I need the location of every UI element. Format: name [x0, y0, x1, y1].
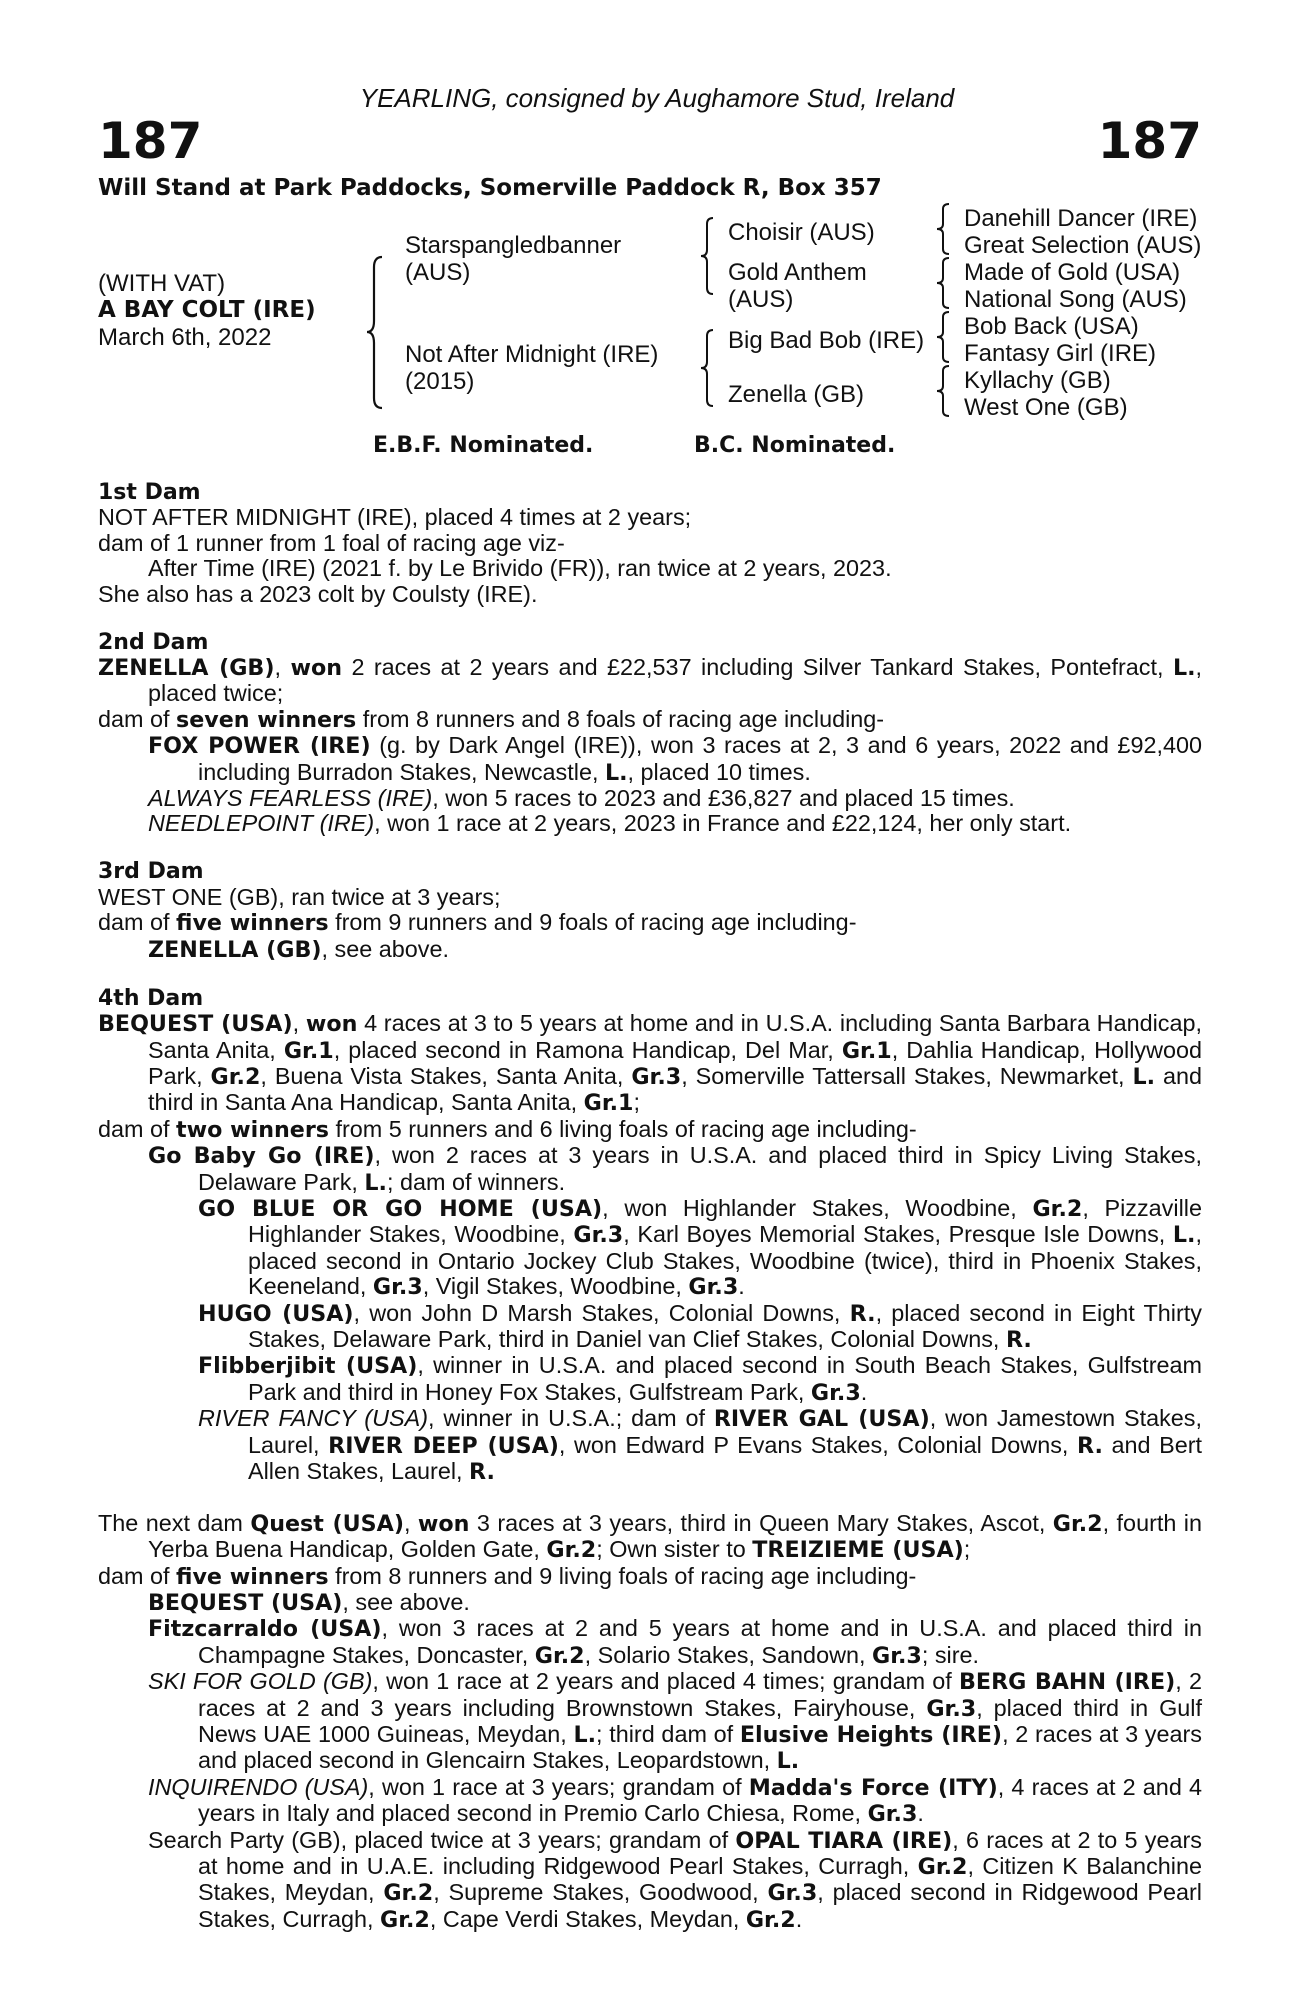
sire-country: (AUS): [405, 259, 471, 286]
great-grandparent-1: Danehill Dancer (IRE): [964, 205, 1198, 232]
record-paragraph: WEST ONE (GB), ran twice at 3 years;: [98, 883, 501, 910]
section-heading: 2nd Dam: [98, 629, 209, 655]
consignment-header: YEARLING, consigned by Aughamore Stud, Ireland: [359, 83, 955, 113]
record-paragraph: NOT AFTER MIDNIGHT (IRE), placed 4 times at 2 years;: [98, 504, 692, 531]
bc-nomination: B.C. Nominated.: [694, 433, 896, 458]
record-paragraph: dam of seven winners from 8 runners and 8 foals of racing age including-: [98, 705, 885, 733]
great-grandparent-3: Made of Gold (USA): [964, 259, 1181, 286]
record-paragraph: dam of five winners from 9 runners and 9 foals of racing age including-: [98, 909, 857, 937]
record-paragraph: ALWAYS FEARLESS (IRE), won 5 races to 2023 and £36,827 and placed 15 times.: [148, 785, 1015, 812]
record-paragraph: INQUIRENDO (USA), won 1 race at 3 years; grandam of Madda's Force (ITY), 4 races at 2 and 4 years in Italy and placed second in Premio Carlo Chiesa, Rome, Gr.3.: [148, 1773, 1202, 1828]
record-paragraph: The next dam Quest (USA), won 3 races at 3 years, third in Queen Mary Stakes, Ascot, Gr.2, fourth in Yerba Buena Handicap, Golden Gate, Gr.2; Own sister to TREIZIEME (USA);: [98, 1509, 1203, 1564]
section-heading: 3rd Dam: [98, 859, 204, 885]
record-paragraph: GO BLUE OR GO HOME (USA), won Highlander Stakes, Woodbine, Gr.2, Pizzaville Highlander Stakes, Woodbine, Gr.3, Karl Boyes Memorial Stakes, Presque Isle Downs, L., placed second in Ontario Jockey Club Stakes, Woodbine (twice), third in Phoenix Stakes, Keeneland, Gr.3, Vigil Stakes, Woodbine, Gr.3.: [198, 1194, 1202, 1301]
pedigree-brace-5: [936, 256, 952, 310]
lot-number-right: 187: [1097, 112, 1202, 170]
great-grandparent-2: Great Selection (AUS): [964, 232, 1202, 259]
sire-dam-country: (AUS): [728, 286, 794, 313]
section-heading: 4th Dam: [98, 985, 204, 1011]
great-grandparent-6: Fantasy Girl (IRE): [964, 340, 1157, 367]
stabling-location: Will Stand at Park Paddocks, Somerville Paddock R, Box 357: [98, 175, 882, 201]
dam-year: (2015): [405, 368, 475, 395]
record-paragraph: SKI FOR GOLD (GB), won 1 race at 2 years and placed 4 times; grandam of BERG BAHN (IRE), 2 races at 2 and 3 years including Brownstown Stakes, Fairyhouse, Gr.3, placed third in Gulf News UAE 1000 Guineas, Meydan, L.; third dam of Elusive Heights (IRE), 2 races at 3 years and placed second in Glencairn Stakes, Leopardstown, L.: [148, 1668, 1202, 1775]
record-paragraph: NEEDLEPOINT (IRE), won 1 race at 2 years, 2023 in France and £22,124, her only start.: [148, 810, 1072, 837]
record-paragraph: HUGO (USA), won John D Marsh Stakes, Colonial Downs, R., placed second in Eight Thirty Stakes, Delaware Park, third in Daniel van Clief Stakes, Colonial Downs, R.: [198, 1299, 1202, 1353]
sire-dam: Gold Anthem: [728, 259, 867, 286]
dam-dam: Zenella (GB): [728, 381, 865, 408]
dam-sire: Big Bad Bob (IRE): [728, 327, 925, 354]
record-paragraph: dam of two winners from 5 runners and 6 living foals of racing age including-: [98, 1115, 917, 1143]
record-paragraph: dam of five winners from 8 runners and 9 living foals of racing age including-: [98, 1562, 917, 1590]
great-grandparent-8: West One (GB): [964, 394, 1128, 421]
record-paragraph: BEQUEST (USA), won 4 races at 3 to 5 years at home and in U.S.A. including Santa Barbara Handicap, Santa Anita, Gr.1, placed second in Ramona Handicap, Del Mar, Gr.1, Dahlia Handicap, Hollywood Park, Gr.2, Buena Vista Stakes, Santa Anita, Gr.3, Somerville Tattersall Stakes, Newmarket, L. and third in Santa Ana Handicap, Santa Anita, Gr.1;: [98, 1010, 1203, 1117]
ebf-nomination: E.B.F. Nominated.: [373, 433, 594, 458]
pedigree-brace-1: [366, 255, 386, 410]
pedigree-brace-3: [700, 328, 716, 408]
sire-name: Starspangledbanner: [405, 232, 622, 259]
section-spacer: [98, 1485, 1202, 1510]
pedigree-brace-4: [936, 202, 952, 256]
record-paragraph: Flibberjibit (USA), winner in U.S.A. and placed second in South Beach Stakes, Gulfstream Park and third in Honey Fox Stakes, Gulfstream Park, Gr.3.: [198, 1352, 1202, 1406]
pedigree-brace-6: [936, 310, 952, 364]
record-paragraph: She also has a 2023 colt by Coulsty (IRE).: [98, 580, 538, 607]
foaling-date: March 6th, 2022: [98, 324, 272, 351]
pedigree-brace-2: [700, 216, 716, 296]
record-paragraph: FOX POWER (IRE) (g. by Dark Angel (IRE)), won 3 races at 2, 3 and 6 years, 2022 and £92,400 including Burradon Stakes, Newcastle, L., placed 10 times.: [148, 732, 1202, 786]
record-paragraph: ZENELLA (GB), see above.: [148, 935, 449, 963]
record-paragraph: Fitzcarraldo (USA), won 3 races at 2 and 5 years at home and in U.S.A. and placed third in Champagne Stakes, Doncaster, Gr.2, Solario Stakes, Sandown, Gr.3; sire.: [148, 1615, 1202, 1669]
great-grandparent-4: National Song (AUS): [964, 286, 1187, 313]
record-paragraph: ZENELLA (GB), won 2 races at 2 years and £22,537 including Silver Tankard Stakes, Pontefract, L., placed twice;: [98, 654, 1203, 707]
record-paragraph: After Time (IRE) (2021 f. by Le Brivido (FR)), ran twice at 2 years, 2023.: [148, 555, 892, 582]
lot-number-left: 187: [98, 112, 203, 170]
produce-record: [98, 480, 1202, 1933]
record-paragraph: Go Baby Go (IRE), won 2 races at 3 years in U.S.A. and placed third in Spicy Living Stakes, Delaware Park, L.; dam of winners.: [148, 1142, 1202, 1196]
vat-note: (WITH VAT): [98, 270, 226, 297]
section-heading: 1st Dam: [98, 480, 201, 505]
great-grandparent-5: Bob Back (USA): [964, 313, 1139, 340]
dam-name: Not After Midnight (IRE): [405, 341, 659, 368]
pedigree-brace-7: [936, 364, 952, 418]
horse-name: A BAY COLT (IRE): [98, 297, 316, 323]
sire-sire: Choisir (AUS): [728, 219, 875, 246]
record-paragraph: dam of 1 runner from 1 foal of racing age viz-: [98, 529, 565, 556]
record-paragraph: Search Party (GB), placed twice at 3 years; grandam of OPAL TIARA (IRE), 6 races at 2 to 5 years at home and in U.A.E. including Ridgewood Pearl Stakes, Curragh, Gr.2, Citizen K Balanchine Stakes, Meydan, Gr.2, Supreme Stakes, Goodwood, Gr.3, placed second in Ridgewood Pearl Stakes, Curragh, Gr.2, Cape Verdi Stakes, Meydan, Gr.2.: [148, 1826, 1202, 1933]
record-paragraph: BEQUEST (USA), see above.: [148, 1589, 470, 1617]
great-grandparent-7: Kyllachy (GB): [964, 367, 1111, 394]
record-paragraph: RIVER FANCY (USA), winner in U.S.A.; dam of RIVER GAL (USA), won Jamestown Stakes, Laurel, RIVER DEEP (USA), won Edward P Evans Stakes, Colonial Downs, R. and Bert Allen Stakes, Laurel, R.: [198, 1405, 1203, 1485]
